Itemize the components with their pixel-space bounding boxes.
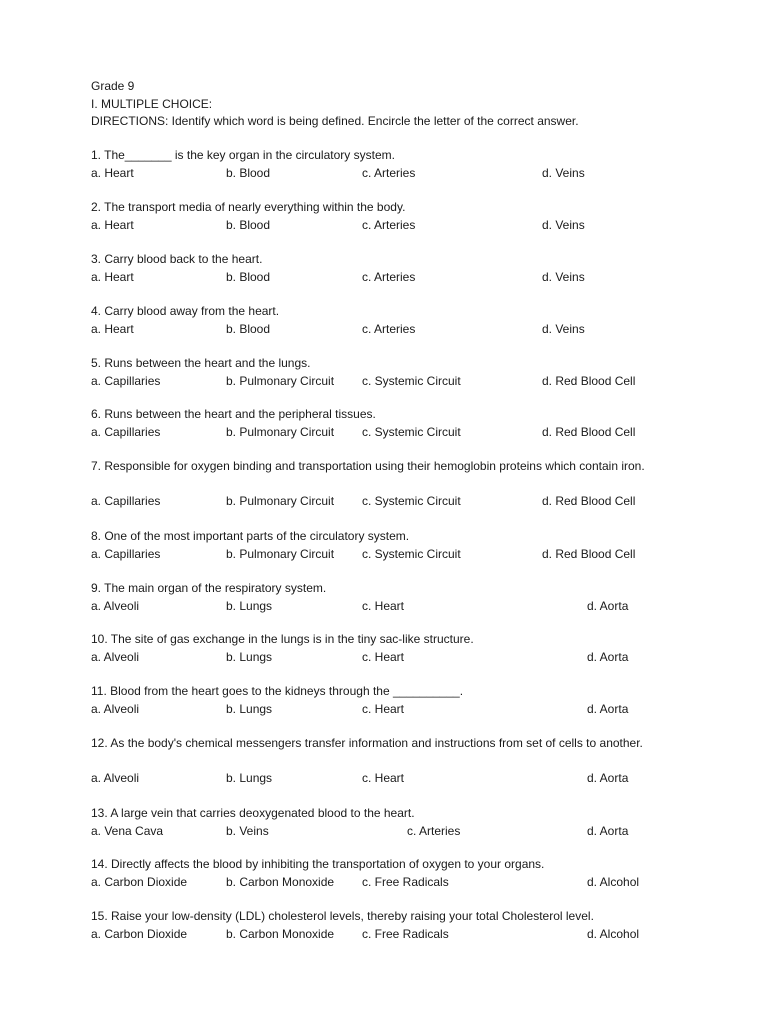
choice-option[interactable]: d. Red Blood Cell xyxy=(542,547,636,561)
choice-row xyxy=(0,373,768,390)
choice-option[interactable]: c. Arteries xyxy=(362,270,416,284)
choice-option[interactable]: b. Blood xyxy=(226,218,271,232)
choice-row xyxy=(0,926,768,943)
choice-option[interactable]: d. Alcohol xyxy=(587,875,640,889)
choice-row xyxy=(0,649,768,666)
choice-row xyxy=(0,269,768,286)
choice-option[interactable]: c. Systemic Circuit xyxy=(362,425,461,439)
choice-option[interactable]: d. Red Blood Cell xyxy=(542,374,636,388)
choice-option[interactable]: b. Pulmonary Circuit xyxy=(226,494,335,508)
grade-label: Grade 9 xyxy=(91,79,135,93)
question-text: 6. Runs between the heart and the peripheral tissues. xyxy=(91,407,376,421)
choice-row xyxy=(0,165,768,182)
question-text: 15. Raise your low-density (LDL) cholesterol levels, thereby raising your total Cholesterol level. xyxy=(91,909,594,923)
choice-option[interactable]: b. Lungs xyxy=(226,702,273,716)
choice-option[interactable]: b. Pulmonary Circuit xyxy=(226,425,335,439)
question-text: 2. The transport media of nearly everything within the body. xyxy=(91,200,406,214)
choice-option[interactable]: d. Aorta xyxy=(587,650,629,664)
choice-option[interactable]: d. Aorta xyxy=(587,702,629,716)
choice-option[interactable]: c. Systemic Circuit xyxy=(362,494,461,508)
choice-option[interactable]: a. Alveoli xyxy=(91,650,140,664)
choice-option[interactable]: b. Blood xyxy=(226,270,271,284)
question-text: 12. As the body's chemical messengers transfer information and instructions from set of cells to another. xyxy=(91,736,643,750)
choice-option[interactable]: a. Capillaries xyxy=(91,547,161,561)
choice-row xyxy=(0,321,768,338)
choice-option[interactable]: b. Lungs xyxy=(226,650,273,664)
choice-option[interactable]: b. Veins xyxy=(226,824,269,838)
choice-option[interactable]: c. Heart xyxy=(362,702,405,716)
choice-option[interactable]: b. Blood xyxy=(226,166,271,180)
choice-option[interactable]: a. Heart xyxy=(91,270,134,284)
choice-option[interactable]: d. Aorta xyxy=(587,599,629,613)
choice-option[interactable]: c. Arteries xyxy=(362,322,416,336)
choice-option[interactable]: d. Red Blood Cell xyxy=(542,425,636,439)
choice-option[interactable]: b. Pulmonary Circuit xyxy=(226,374,335,388)
directions: DIRECTIONS: Identify which word is being defined. Encircle the letter of the correct answer. xyxy=(91,114,579,128)
choice-option[interactable]: c. Arteries xyxy=(362,166,416,180)
choice-option[interactable]: a. Capillaries xyxy=(91,374,161,388)
choice-option[interactable]: c. Arteries xyxy=(407,824,461,838)
choice-option[interactable]: d. Veins xyxy=(542,322,585,336)
choice-row xyxy=(0,770,768,787)
question-text: 11. Blood from the heart goes to the kidneys through the __________. xyxy=(91,684,464,698)
choice-option[interactable]: c. Free Radicals xyxy=(362,927,449,941)
choice-option[interactable]: d. Red Blood Cell xyxy=(542,494,636,508)
choice-row xyxy=(0,701,768,718)
choice-option[interactable]: c. Heart xyxy=(362,599,405,613)
choice-option[interactable]: c. Heart xyxy=(362,650,405,664)
choice-option[interactable]: a. Capillaries xyxy=(91,425,161,439)
question-text: 3. Carry blood back to the heart. xyxy=(91,252,263,266)
choice-row xyxy=(0,546,768,563)
choice-option[interactable]: a. Carbon Dioxide xyxy=(91,927,188,941)
choice-option[interactable]: a. Vena Cava xyxy=(91,824,164,838)
choice-option[interactable]: c. Free Radicals xyxy=(362,875,449,889)
question-text: 14. Directly affects the blood by inhibiting the transportation of oxygen to your organs. xyxy=(91,857,545,871)
choice-option[interactable]: b. Carbon Monoxide xyxy=(226,875,335,889)
choice-option[interactable]: a. Carbon Dioxide xyxy=(91,875,188,889)
choice-option[interactable]: b. Pulmonary Circuit xyxy=(226,547,335,561)
choice-option[interactable]: a. Alveoli xyxy=(91,771,140,785)
choice-option[interactable]: a. Capillaries xyxy=(91,494,161,508)
choice-option[interactable]: a. Alveoli xyxy=(91,599,140,613)
choice-option[interactable]: b. Lungs xyxy=(226,599,273,613)
question-text: 10. The site of gas exchange in the lungs is in the tiny sac-like structure. xyxy=(91,632,474,646)
choice-row xyxy=(0,874,768,891)
section-title: I. MULTIPLE CHOICE: xyxy=(91,97,213,111)
choice-row xyxy=(0,493,768,510)
question-text: 5. Runs between the heart and the lungs. xyxy=(91,356,311,370)
choice-option[interactable]: a. Heart xyxy=(91,166,134,180)
choice-option[interactable]: c. Arteries xyxy=(362,218,416,232)
choice-option[interactable]: d. Alcohol xyxy=(587,927,640,941)
choice-option[interactable]: d. Veins xyxy=(542,218,585,232)
question-text: 9. The main organ of the respiratory system. xyxy=(91,581,327,595)
choice-option[interactable]: a. Alveoli xyxy=(91,702,140,716)
choice-option[interactable]: c. Heart xyxy=(362,771,405,785)
choice-option[interactable]: b. Lungs xyxy=(226,771,273,785)
choice-option[interactable]: c. Systemic Circuit xyxy=(362,374,461,388)
choice-option[interactable]: d. Veins xyxy=(542,166,585,180)
question-text: 1. The_______ is the key organ in the circulatory system. xyxy=(91,148,395,162)
choice-option[interactable]: b. Blood xyxy=(226,322,271,336)
choice-option[interactable]: c. Systemic Circuit xyxy=(362,547,461,561)
question-text: 13. A large vein that carries deoxygenated blood to the heart. xyxy=(91,806,415,820)
choice-option[interactable]: d. Veins xyxy=(542,270,585,284)
question-text: 8. One of the most important parts of the circulatory system. xyxy=(91,529,410,543)
choice-option[interactable]: d. Aorta xyxy=(587,771,629,785)
question-text: 7. Responsible for oxygen binding and transportation using their hemoglobin proteins which contain iron. xyxy=(91,459,645,473)
choice-option[interactable]: d. Aorta xyxy=(587,824,629,838)
choice-row xyxy=(0,823,768,840)
choice-option[interactable]: a. Heart xyxy=(91,218,134,232)
choice-option[interactable]: a. Heart xyxy=(91,322,134,336)
choice-row xyxy=(0,424,768,441)
choice-row xyxy=(0,598,768,615)
choice-row xyxy=(0,217,768,234)
question-text: 4. Carry blood away from the heart. xyxy=(91,304,280,318)
choice-option[interactable]: b. Carbon Monoxide xyxy=(226,927,335,941)
